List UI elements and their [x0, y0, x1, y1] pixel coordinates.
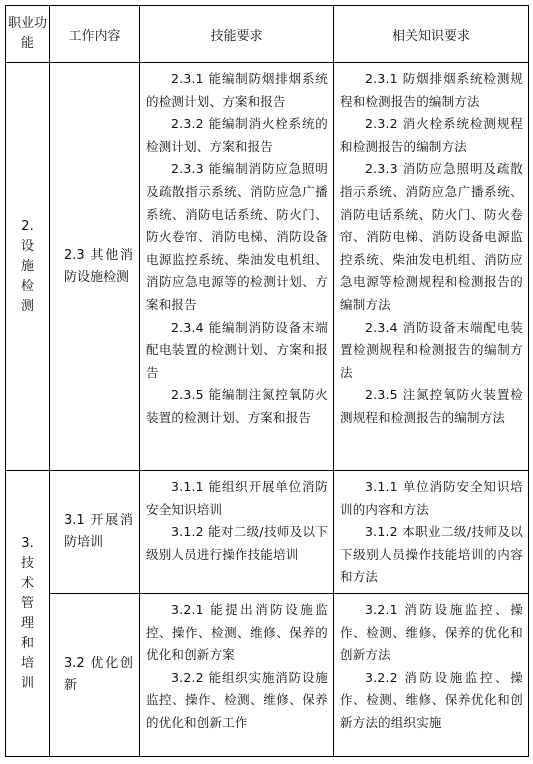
knowledge-cell — [334, 63, 529, 471]
knowledge-item: 3.2.1 消防设施监控、操作、检测、维修、保养的优化和创新方法 — [340, 601, 523, 663]
knowledge-item: 3.1.1 单位消防安全知识培训的内容和方法 — [340, 479, 523, 517]
header-function: 职业功能 — [6, 6, 50, 63]
header-work: 工作内容 — [50, 6, 140, 63]
requirements-table — [5, 5, 529, 757]
knowledge-item: 2.3.5 注氮控氧防火装置检测规程和检测报告的编制方法 — [340, 387, 523, 425]
knowledge-item: 2.3.3 消防应急照明及疏散指示系统、消防应急广播系统、消防电话系统、防火门、防火卷帘、消防电梯、消防设备电源监控系统、柴油发电机组、消防应急电源等检测规程和检测报告的编制方法 — [340, 161, 523, 312]
knowledge-item: 3.2.2 消防设施监控、操作、检测、维修、保养优化和创新方法的组织实施 — [340, 669, 523, 730]
skill-cell — [140, 471, 334, 594]
header-skill: 技能要求 — [140, 6, 334, 63]
table-row — [6, 471, 529, 594]
function-cell — [6, 471, 50, 757]
knowledge-item: 3.1.2 本职业二级/技师及以下级别人员操作技能培训的内容和方法 — [340, 524, 523, 585]
knowledge-cell — [334, 593, 529, 756]
skill-item: 2.3.3 能编制消防应急照明及疏散指示系统、消防应急广播系统、消防电话系统、防火门、防火卷帘、消防电梯、消防设备电源监控系统、柴油发电机组、消防应急电源等的检测计划、方案和报告 — [146, 161, 328, 312]
function-cell — [6, 63, 50, 471]
knowledge-cell — [334, 471, 529, 594]
skill-item: 3.2.1 能提出消防设施监控、操作、检测、维修、保养的优化和创新方案 — [146, 601, 328, 663]
work-content-cell: 2.3 其他消防设施检测 — [50, 63, 140, 471]
table-row — [6, 593, 529, 756]
work-content-cell: 3.2 优化创新 — [50, 593, 140, 756]
skill-item: 2.3.1 能编制防烟排烟系统的检测计划、方案和报告 — [146, 71, 328, 109]
skill-item: 3.1.2 能对二级/技师及以下级别人员进行操作技能培训 — [146, 524, 328, 562]
function-label: 2. 设施检测 — [20, 218, 34, 314]
skill-item: 2.3.4 能编制消防设备末端配电装置的检测计划、方案和报告 — [146, 319, 328, 380]
table-row — [6, 63, 529, 471]
skill-item: 3.1.1 能组织开展单位消防安全知识培训 — [146, 479, 328, 517]
skill-item: 3.2.2 能组织实施消防设施监控、操作、检测、维修、保养的优化和创新工作 — [146, 669, 328, 730]
knowledge-item: 2.3.2 消火栓系统检测规程和检测报告的编制方法 — [340, 116, 523, 154]
knowledge-item: 2.3.1 防烟排烟系统检测规程和检测报告的编制方法 — [340, 71, 523, 109]
skill-cell — [140, 63, 334, 471]
header-knowledge: 相关知识要求 — [334, 6, 529, 63]
header-row — [6, 6, 529, 63]
knowledge-item: 2.3.4 消防设备末端配电装置检测规程和检测报告的编制方法 — [340, 319, 523, 380]
skill-cell — [140, 593, 334, 756]
work-content-cell: 3.1 开展消防培训 — [50, 471, 140, 594]
skill-item: 2.3.5 能编制注氮控氧防火装置的检测计划、方案和报告 — [146, 387, 328, 425]
skill-item: 2.3.2 能编制消火栓系统的检测计划、方案和报告 — [146, 116, 328, 154]
function-label: 3. 技术管理和培训 — [20, 535, 34, 691]
